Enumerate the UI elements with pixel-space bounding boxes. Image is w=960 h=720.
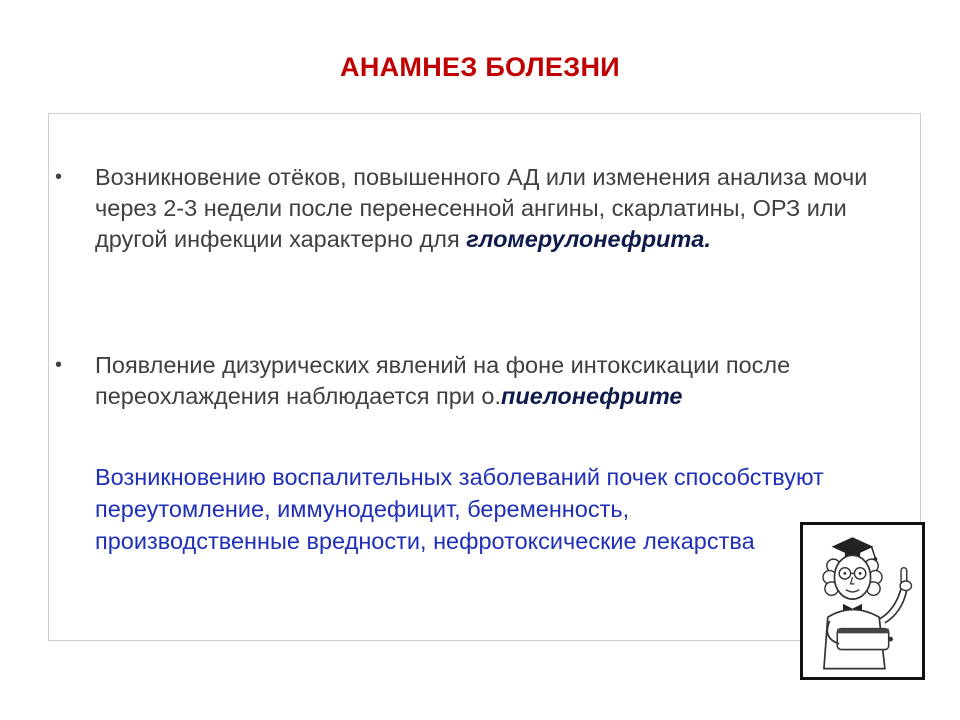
- bullet-text: [95, 350, 875, 412]
- professor-pointing-icon: [800, 522, 925, 680]
- risk-factors-note: Возникновению воспалительных заболеваний почек способствуют переутомление, иммунодефицит, беременность, производственные вредности, нефротоксические лекарства: [95, 464, 824, 554]
- bullet-body: Появление дизурических явлений на фоне интоксикации после переохлаждения наблюдается при о.: [95, 352, 791, 409]
- bullet-emphasis: гломерулонефрита.: [466, 226, 711, 252]
- bullet-item-pyelonephritis: [55, 350, 875, 412]
- slide-title: АНАМНЕЗ БОЛЕЗНИ: [340, 52, 620, 82]
- bullet-marker: •: [55, 166, 63, 188]
- bullet-marker: •: [55, 354, 63, 376]
- bullet-emphasis: пиелонефрите: [501, 383, 683, 409]
- bullet-text: [95, 162, 875, 255]
- bullet-body: Возникновение отёков, повышенного АД или изменения анализа мочи через 2-3 недели после перенесенной ангины, скарлатины, ОРЗ или другой инфекции характерно для: [95, 164, 868, 252]
- bullet-item-glomerulonephritis: [55, 162, 875, 255]
